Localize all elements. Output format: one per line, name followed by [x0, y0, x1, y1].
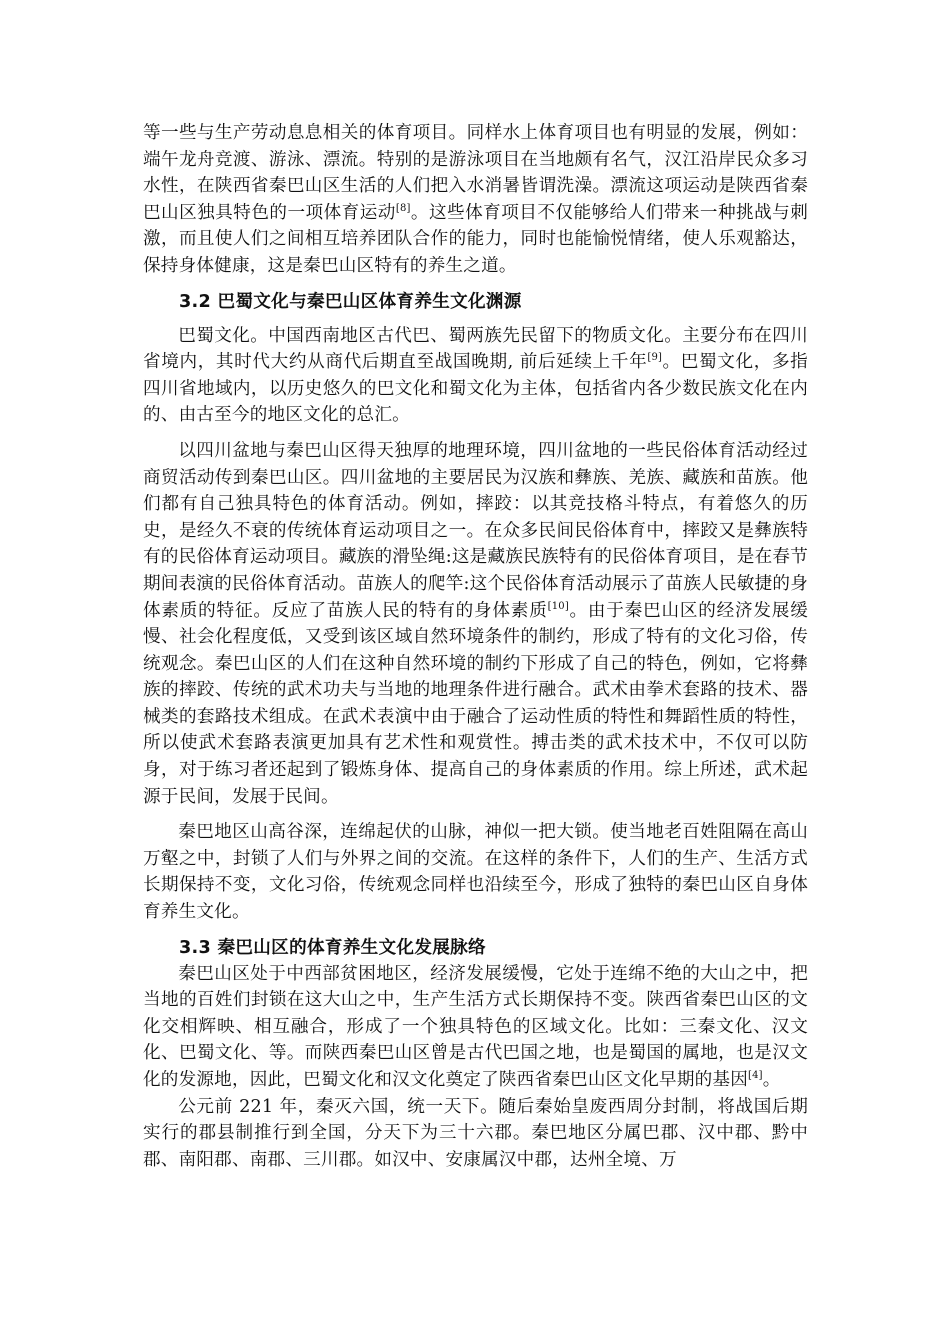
citation-10: [10]: [547, 600, 569, 612]
paragraph-5: 秦巴山区处于中西部贫困地区，经济发展缓慢，它处于连绵不绝的大山之中，把当地的百姓们封锁在这大山之中，生产生活方式长期保持不变。陕西省秦巴山区的文化交相辉映、相互融合，形成了一个独具特色的区域文化。比如：三秦文化、汉文化、巴蜀文化、等。而陕西秦巴山区曾是古代巴国之地，也是蜀国的属地，也是汉文化的发源地，因此，巴蜀文化和汉文化奠定了陕西省秦巴山区文化早期的基因[4]。: [143, 963, 808, 1090]
document-page: [143, 120, 808, 1173]
section-heading-3-3: 3.3 秦巴山区的体育养生文化发展脉络: [179, 937, 486, 958]
paragraph-2: 巴蜀文化。中国西南地区古代巴、蜀两族先民留下的物质文化。主要分布在四川省境内，其时代大约从商代后期直至战国晚期, 前后延续上千年[9]。巴蜀文化，多指四川省地域内，以历史悠久的巴文化和蜀文化为主体，包括省内各少数民族文化在内的、由古至今的地区文化的总汇。: [143, 325, 808, 426]
citation-9: [9]: [647, 352, 663, 364]
paragraph-4: 秦巴地区山高谷深，连绵起伏的山脉，神似一把大锁。使当地老百姓阻隔在高山万壑之中，封锁了人们与外界之间的交流。在这样的条件下，人们的生产、生活方式长期保持不变，文化习俗，传统观念同样也沿续至今，形成了独特的秦巴山区自身体育养生文化。: [143, 822, 808, 923]
citation-4: [4]: [748, 1070, 763, 1082]
section-heading-3-2: 3.2 巴蜀文化与秦巴山区体育养生文化渊源: [179, 291, 522, 312]
paragraph-3: 以四川盆地与秦巴山区得天独厚的地理环境，四川盆地的一些民俗体育活动经过商贸活动传到秦巴山区。四川盆地的主要居民为汉族和彝族、羌族、藏族和苗族。他们都有自己独具特色的体育活动。例如，摔跤：以其竞技格斗特点，有着悠久的历史，是经久不衰的传统体育运动项目之一。在众多民间民俗体育中，摔跤又是彝族特有的民俗体育运动项目。藏族的滑坠绳:这是藏族民族特有的民俗体育项目，是在春节期间表演的民俗体育活动。苗族人的爬竿:这个民俗体育活动展示了苗族人民敏捷的身体素质的特征。反应了苗族人民的特有的身体素质[10]。由于秦巴山区的经济发展缓慢、社会化程度低，又受到该区域自然环境条件的制约，形成了特有的文化习俗，传统观念。秦巴山区的人们在这种自然环境的制约下形成了自己的特色，例如，它将彝族的摔跤、传统的武术功夫与当地的地理条件进行融合。武术由拳术套路的技术、器械类的套路技术组成。在武术表演中由于融合了运动性质的特性和舞蹈性质的特性，所以使武术套路表演更加具有艺术性和观赏性。搏击类的武术技术中，不仅可以防身，对于练习者还起到了锻炼身体、提高自己的身体素质的作用。综上所述，武术起源于民间，发展于民间。: [143, 440, 808, 807]
paragraph-1: 等一些与生产劳动息息相关的体育项目。同样水上体育项目也有明显的发展，例如：端午龙舟竞渡、游泳、漂流。特别的是游泳项目在当地颇有名气，汉江沿岸民众多习水性，在陕西省秦巴山区生活的人们把入水消暑皆谓洗澡。漂流这项运动是陕西省秦巴山区独具特色的一项体育运动[8]。这些体育项目不仅能够给人们带来一种挑战与刺激，而且使人们之间相互培养团队合作的能力，同时也能愉悦情绪，使人乐观豁达，保持身体健康，这是秦巴山区特有的养生之道。: [143, 123, 808, 276]
citation-8: [8]: [395, 202, 411, 214]
paragraph-6: 公元前 221 年，秦灭六国，统一天下。随后秦始皇废西周分封制，将战国后期实行的郡县制推行到全国，分天下为三十六郡。秦巴地区分属巴郡、汉中郡、黔中郡、南阳郡、南郡、三川郡。如汉中、安康属汉中郡，达州全境、万: [143, 1096, 808, 1170]
